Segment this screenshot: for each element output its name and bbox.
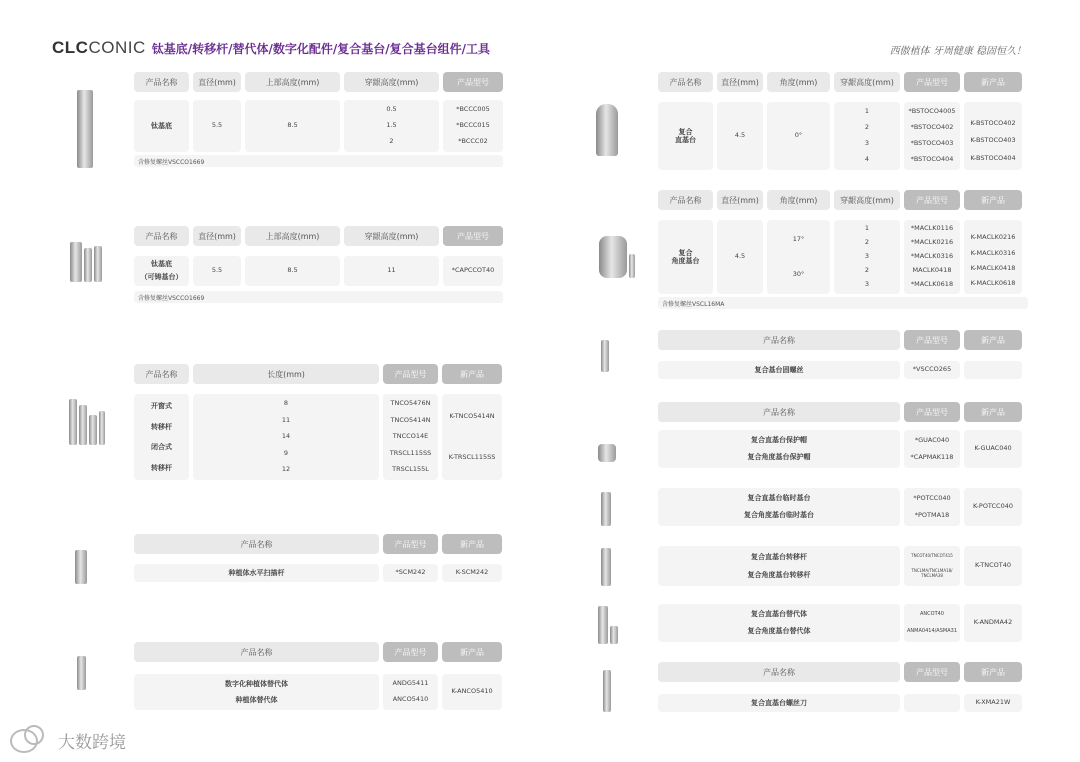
table-cell: 4 [864, 155, 870, 164]
t3-header [134, 364, 502, 384]
table-cell: K-GUAC040 [964, 430, 1022, 468]
col-model: 产品型号 [443, 72, 503, 92]
table-cell: K-TRSCL115SS [448, 452, 496, 461]
table-cell: K-ANCO5410 [442, 674, 502, 710]
table-cell: 数字化种植体替代体 [225, 679, 288, 688]
t4-header [134, 534, 502, 554]
table-cell [658, 488, 900, 526]
table-cell: K-BSTOCO403 [970, 136, 1016, 145]
t1-header [134, 72, 503, 92]
t1-body [134, 100, 503, 152]
table-cell: 1 [864, 107, 870, 116]
table-cell: K-BSTOCO402 [970, 118, 1016, 127]
watermark: 大数跨境 [10, 728, 126, 753]
table-cell: TNCO5476N [390, 399, 431, 408]
table-cell [658, 430, 900, 468]
table-cell: ANDG5411 [392, 679, 429, 688]
table-cell: 新产品 [964, 330, 1022, 350]
table-cell [134, 256, 189, 286]
table-cell: *POTCC040 [913, 493, 951, 502]
r6-body [658, 546, 1022, 586]
col-gum: 穿龈高度(mm) [344, 72, 439, 92]
table-cell: 穿龈高度(mm) [834, 72, 900, 92]
cell-dia: 5.5 [193, 100, 241, 152]
table-cell [658, 220, 713, 294]
table-cell: 开窗式 [151, 402, 172, 411]
table-cell: 产品型号 [383, 534, 438, 554]
table-cell [964, 220, 1022, 294]
table-cell: *VSCCO265 [904, 361, 960, 379]
slogan: 西傲植体 牙周健康 稳固恒久！ [889, 46, 1026, 57]
page-header [52, 38, 490, 58]
table-cell: 角度基台 [671, 257, 700, 265]
t2-body [134, 256, 503, 286]
table-cell [904, 546, 960, 586]
table-cell: （可铸基台） [140, 273, 183, 282]
table-cell: 产品型号 [904, 190, 960, 210]
table-cell: 闭合式 [151, 443, 172, 452]
table-cell [964, 102, 1022, 170]
page-title: 钛基底/转移杆/替代体/数字化配件/复合基台/复合基台组件/工具 [151, 41, 491, 56]
table-cell: 产品名称 [658, 330, 900, 350]
table-cell: 复合 [678, 127, 693, 136]
table-cell [904, 430, 960, 468]
table-cell: *MACLK0116 [910, 224, 954, 233]
temp-abutment-image [598, 490, 614, 526]
table-cell: 产品名称 [658, 72, 713, 92]
screw-image [598, 338, 612, 372]
table-cell: 转移杆 [151, 463, 172, 472]
table-cell: 新产品 [442, 364, 502, 384]
r8-header [658, 662, 1022, 682]
table-cell: 产品型号 [383, 642, 438, 662]
table-cell [134, 394, 189, 480]
table-cell: 产品型号 [904, 330, 960, 350]
table-cell [904, 220, 960, 294]
transfer-image [62, 395, 112, 445]
castable-base-image [64, 240, 108, 282]
t1-note: 含修复螺丝VSCCO1669 [134, 155, 503, 167]
table-cell: 12 [281, 465, 291, 474]
r3-body [658, 361, 1022, 379]
table-cell: 8.5 [245, 256, 340, 286]
table-cell: 产品名称 [658, 190, 713, 210]
table-cell: ANCO5410 [392, 695, 429, 704]
table-cell: 产品名称 [658, 402, 900, 422]
table-cell: 17° [792, 234, 805, 243]
table-cell: 3 [864, 139, 870, 148]
r5-body [658, 488, 1022, 526]
r2-note: 含修复螺丝VSCL16MA [658, 297, 1028, 309]
table-cell: 11 [281, 415, 291, 424]
table-cell [658, 546, 900, 586]
table-cell: *BCCC015 [456, 121, 490, 130]
table-cell [193, 394, 379, 480]
table-cell: ANCOT40 [919, 610, 944, 617]
table-cell: 14 [281, 432, 291, 441]
table-cell [834, 220, 900, 294]
abutment-transfer-image [598, 546, 614, 586]
r4-body [658, 430, 1022, 468]
table-cell: 4.5 [717, 102, 763, 170]
table-cell [834, 102, 900, 170]
table-cell: 复合角度基台转移杆 [747, 570, 811, 579]
table-cell [658, 604, 900, 642]
table-cell: 新产品 [964, 72, 1022, 92]
table-cell: 3 [864, 280, 870, 289]
t3-body [134, 394, 502, 480]
t2-header [134, 226, 503, 246]
table-cell [344, 100, 439, 152]
table-cell [442, 394, 502, 480]
table-cell: 产品名称 [134, 226, 189, 246]
r7-body [658, 604, 1022, 642]
table-cell: 新产品 [442, 642, 502, 662]
col-top: 上部高度(mm) [245, 72, 340, 92]
table-cell: 5.5 [193, 256, 241, 286]
table-cell: 产品型号 [383, 364, 438, 384]
table-cell: 2 [864, 123, 870, 132]
table-cell: *SCM242 [383, 564, 438, 582]
table-cell: 钛基底 [151, 260, 172, 269]
table-cell: ANMA0414/ASMA31 [907, 627, 957, 634]
ti-base-image [68, 88, 102, 168]
table-cell: 复合 [678, 248, 693, 257]
table-cell: K-SCM242 [442, 564, 502, 582]
t4-body [134, 564, 502, 582]
table-cell: K-MACLK0316 [970, 248, 1016, 257]
brand-logo: CLCCONIC [52, 38, 146, 57]
table-cell: 产品型号 [443, 226, 503, 246]
table-cell [904, 488, 960, 526]
table-cell: TNCLMA/TNCLMA18/ TNCLMA38 [911, 568, 953, 578]
table-cell: *BSTOCO403 [910, 139, 954, 148]
table-cell: 产品名称 [134, 534, 379, 554]
table-cell [767, 220, 830, 294]
table-cell: 复合直基台替代体 [751, 610, 807, 619]
table-cell: *BCCC005 [456, 105, 490, 114]
r8-body [658, 694, 1022, 712]
table-cell: 产品型号 [904, 662, 960, 682]
screwdriver-image [600, 668, 614, 712]
table-cell: K-MACLK0216 [970, 233, 1016, 242]
table-cell: 2 [864, 238, 870, 247]
table-cell: K-BSTOCO404 [970, 154, 1016, 163]
table-cell: 产品名称 [134, 364, 189, 384]
table-cell: 转移杆 [151, 422, 172, 431]
table-cell: 直基台 [675, 136, 696, 144]
table-cell [904, 102, 960, 170]
table-cell: 穿龈高度(mm) [344, 226, 439, 246]
table-cell [383, 674, 438, 710]
table-cell: 0° [767, 102, 830, 170]
abutment-analog-image [590, 604, 626, 644]
table-cell: 穿龈高度(mm) [834, 190, 900, 210]
table-cell: K-TNCOT40 [964, 546, 1022, 586]
table-cell [904, 694, 960, 712]
table-cell: *POTMA18 [914, 510, 950, 519]
r4-header [658, 402, 1022, 422]
table-cell [904, 604, 960, 642]
table-cell: *CAPMAK118 [910, 452, 954, 461]
table-cell: TNCOT40/TNCOT415 [911, 552, 953, 558]
col-name: 产品名称 [134, 72, 189, 92]
table-cell [134, 674, 379, 710]
straight-abutment-image [592, 100, 622, 156]
table-cell [964, 361, 1022, 379]
table-cell: 产品型号 [904, 72, 960, 92]
table-cell: 复合角度基台保护帽 [747, 453, 811, 462]
table-cell: 4.5 [717, 220, 763, 294]
t2-note: 含修复螺丝VSCCO1669 [134, 291, 503, 303]
table-cell: 新产品 [964, 662, 1022, 682]
r2-header [658, 190, 1022, 210]
table-cell: 新产品 [442, 534, 502, 554]
table-cell: 角度(mm) [767, 190, 830, 210]
table-cell: 3 [864, 252, 870, 261]
table-cell: 1 [864, 224, 870, 233]
table-cell: *BCCC02 [458, 137, 488, 146]
r1-header [658, 72, 1022, 92]
table-cell: *BSTOCO402 [910, 123, 954, 132]
col-dia: 直径(mm) [193, 72, 241, 92]
table-cell: TRSCL115SS [389, 448, 432, 457]
cell-name: 钛基底 [134, 100, 189, 152]
table-cell: 复合直基台保护帽 [751, 436, 807, 445]
table-cell: *BSTOCO404 [910, 155, 954, 164]
table-cell [383, 394, 438, 480]
table-cell: 上部高度(mm) [245, 226, 340, 246]
table-cell: 0.5 [386, 105, 397, 114]
table-cell: 直径(mm) [717, 190, 763, 210]
table-cell: 复合角度基台临时基台 [744, 511, 814, 520]
table-cell: 产品名称 [658, 662, 900, 682]
scan-body-image [70, 548, 92, 584]
table-cell [658, 102, 713, 170]
table-cell: K-MACLK0618 [970, 279, 1016, 288]
table-cell: 8 [283, 399, 289, 408]
table-cell: *GUAC040 [914, 435, 950, 444]
table-cell: 新产品 [964, 190, 1022, 210]
table-cell: TRSCL155L [392, 465, 429, 474]
cell-top: 8.5 [245, 100, 340, 152]
table-cell: 30° [792, 269, 805, 278]
table-cell: MACLK0418 [912, 266, 952, 275]
table-cell: 直径(mm) [717, 72, 763, 92]
table-cell: TNCO5414N [390, 415, 431, 424]
table-cell: 2 [389, 137, 394, 146]
table-cell: *MACLK0316 [910, 252, 954, 261]
table-cell: *MACLK0618 [910, 280, 954, 289]
table-cell: 种植体水平扫描杆 [134, 564, 379, 582]
r2-body [658, 220, 1022, 294]
cap-image [596, 440, 618, 462]
table-cell: 9 [283, 448, 289, 457]
table-cell: 复合直基台临时基台 [747, 494, 811, 503]
table-cell: K-POTCC040 [964, 488, 1022, 526]
table-cell: 角度(mm) [767, 72, 830, 92]
table-cell: 产品型号 [904, 402, 960, 422]
table-cell: *BSTOCO4005 [908, 107, 956, 116]
angled-abutment-image [592, 234, 642, 278]
table-cell: 长度(mm) [193, 364, 379, 384]
r3-header [658, 330, 1022, 350]
table-cell: *CAPCCOT40 [443, 256, 503, 286]
table-cell: K-TNCO5414N [449, 411, 495, 420]
table-cell: 产品名称 [134, 642, 379, 662]
watermark-logo-icon [10, 729, 38, 753]
table-cell: 1.5 [386, 121, 397, 130]
table-cell: TNCCO14E [392, 432, 429, 441]
table-cell: 复合直基台螺丝刀 [658, 694, 900, 712]
analog-image [74, 654, 88, 690]
table-cell: 复合基台固螺丝 [658, 361, 900, 379]
t5-body [134, 674, 502, 710]
table-cell: 种植体替代体 [235, 695, 278, 704]
table-cell: K-XMA21W [964, 694, 1022, 712]
table-cell: 新产品 [964, 402, 1022, 422]
table-cell: 直径(mm) [193, 226, 241, 246]
table-cell: 复合直基台转移杆 [751, 552, 807, 561]
table-cell: 2 [864, 266, 870, 275]
table-cell: 复合角度基台替代体 [747, 627, 811, 636]
t5-header [134, 642, 502, 662]
table-cell: 11 [344, 256, 439, 286]
table-cell: K-MACLK0418 [970, 263, 1016, 272]
table-cell: *MACLK0216 [910, 238, 954, 247]
table-cell: K-ANDMA42 [964, 604, 1022, 642]
table-cell [443, 100, 503, 152]
r1-body [658, 102, 1022, 170]
